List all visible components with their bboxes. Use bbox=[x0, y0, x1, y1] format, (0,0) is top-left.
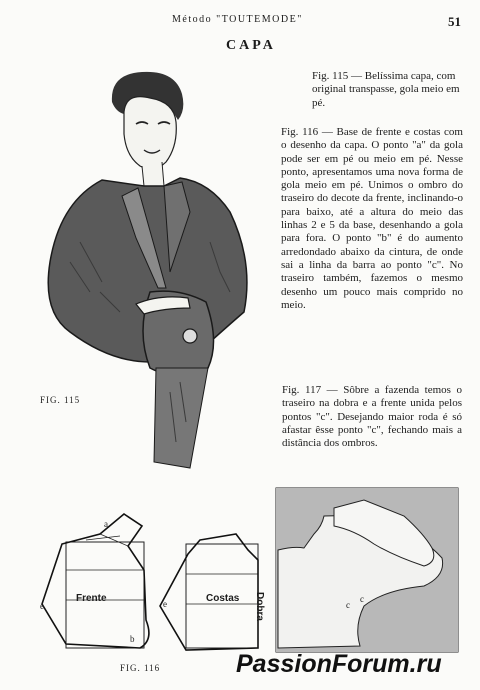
front-cape-outline bbox=[42, 514, 149, 648]
page-title: CAPA bbox=[226, 38, 276, 53]
label-frente: Frente bbox=[76, 593, 107, 604]
pattern-draft-front-back bbox=[36, 500, 276, 660]
watermark: PassionForum.ru bbox=[236, 650, 442, 678]
point-c-2: c bbox=[360, 594, 364, 604]
label-costas: Costas bbox=[206, 593, 240, 604]
figure-caption-116: FIG. 116 bbox=[120, 663, 161, 673]
label-dobra: Dobra bbox=[254, 592, 265, 621]
point-e-back: e bbox=[163, 599, 167, 609]
running-head: Método "TOUTEMODE" bbox=[172, 14, 303, 25]
fabric-layout bbox=[274, 486, 460, 656]
paragraph-fig-117: Fig. 117 — Sôbre a fazenda temos o traseiro na dobra e a frente unida pelos pontos "c". Desejando maior roda é só afastar êsse ponto "c", fechando mais a distância dos ombros. bbox=[282, 384, 462, 450]
cape-illustration bbox=[40, 62, 280, 472]
point-c-1: c bbox=[346, 600, 350, 610]
back-cape-outline bbox=[160, 534, 258, 650]
page-number: 51 bbox=[448, 14, 461, 29]
skirt bbox=[154, 368, 208, 468]
cape-button bbox=[183, 329, 197, 343]
point-b: b bbox=[130, 634, 135, 644]
point-e-front: e bbox=[40, 601, 44, 611]
point-a: a bbox=[104, 519, 108, 529]
paragraph-fig-115: Fig. 115 — Belíssima capa, com original transpasse, gola meio em pé. bbox=[312, 70, 460, 109]
figure-caption-115: FIG. 115 bbox=[40, 395, 81, 405]
face bbox=[124, 97, 176, 170]
paragraph-fig-116: Fig. 116 — Base de frente e costas com o desenho da capa. O ponto "a" da gola pode ser em pé ou meio em pé. Nesse ponto, apresentamos uma nova forma de gola meio em pé. Unimos o ombro do traseiro do decote da frente, inclinando-o para baixo, até a altura do meio das linhas 2 e 5 da base, desenhando a gola para fora. O ponto "b" é do aumento arredondado abaixo da cintura, de onde sai a linha da barra ao ponto "c". No traseiro também, fazemos o mesmo desenho um pouco mais comprido no meio. bbox=[281, 126, 463, 311]
